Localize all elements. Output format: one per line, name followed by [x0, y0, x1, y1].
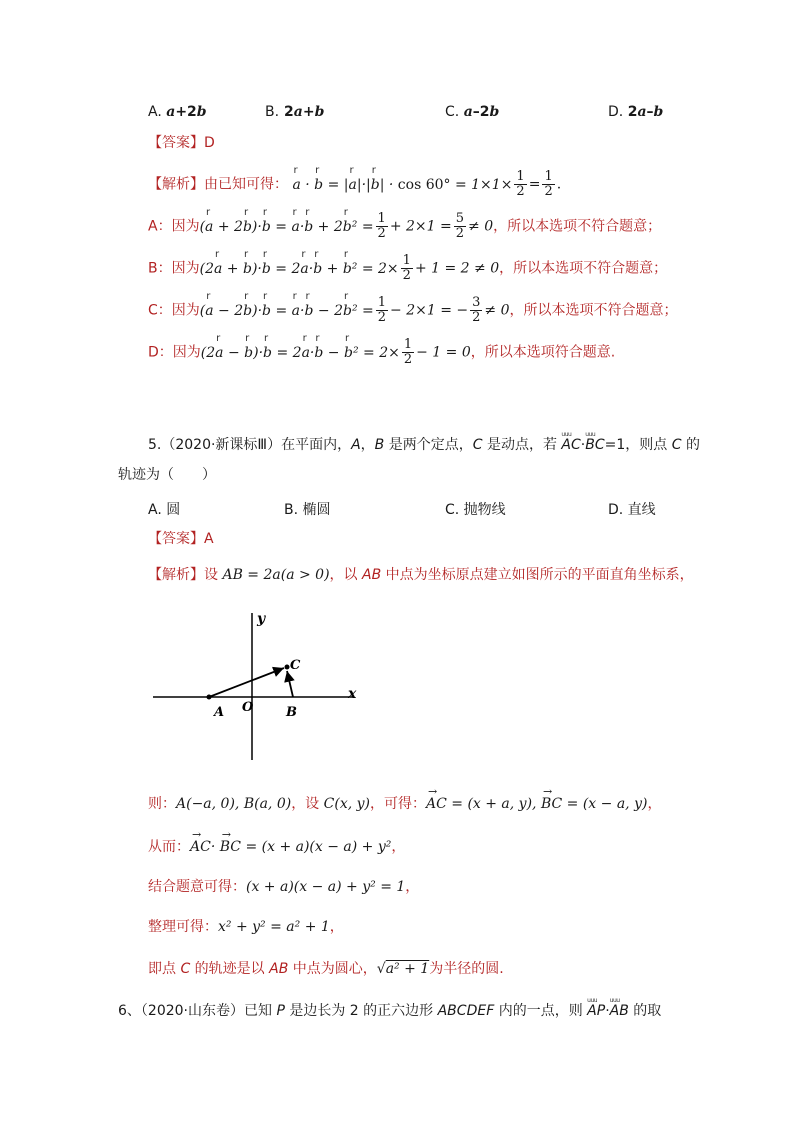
q4-line-d: D：因为(2r a − r b)·r b = 2r a·r b − r b² = 2× $\frac{1}{2}$ − 1 = 0，所以本选项符合题意.: [148, 338, 615, 367]
line-d-prefix: D：因为: [148, 344, 201, 361]
line-b-suffix: ，所以本选项不符合题意；: [499, 260, 668, 277]
point-a-label: A: [214, 705, 225, 720]
q5-answer: [148, 530, 214, 548]
q5-analysis-1: 【解析】设 AB = 2a(a > 0)，以 AB 中点为坐标原点建立如图所示的平面直角坐标系，: [148, 567, 694, 583]
q5-line-4: 整理可得：x² + y² = a² + 1，: [148, 919, 344, 935]
q5-option-b: B. 椭圆: [284, 502, 331, 518]
vector-ac: [209, 668, 284, 697]
answer-label: 【答案】: [148, 531, 204, 547]
vector-bc: [287, 671, 293, 697]
answer-value: D: [204, 135, 215, 151]
point-o-label: O: [242, 700, 254, 715]
q5-line-2: 从而：→ AC· → BC = (x + a)(x − a) + y²，: [148, 838, 405, 856]
q6-stem: 6、（2020·山东卷）已知 P 是边长为 2 的正六边形 ABCDEF 内的一点，则 uuu AP·uuu AB 的取: [118, 1002, 661, 1020]
analysis-intro-text: 由已知可得：: [204, 176, 288, 193]
q5-stem-line-2: 轨迹为（ ）: [118, 467, 216, 483]
q5-option-d: D. 直线: [608, 502, 656, 518]
q5-line-1: 则：A(−a, 0), B(a, 0)，设 C(x, y)，可得：→ AC = (x + a, y), → BC = (x − a, y)，: [148, 795, 661, 813]
q4-option-b: 2a+b B.: [265, 104, 325, 120]
q4-analysis-intro: 【解析】由已知可得： r a · r b = |r a|·|r b| · cos 60° = 1×1× $\frac{1}{2}$ = $\frac{1}{2}$ .: [148, 170, 561, 199]
line-a-prefix: A：因为: [148, 218, 200, 235]
line-c-suffix: ，所以本选项不符合题意；: [509, 302, 678, 319]
q4-option-d: D. 2a–b: [608, 104, 664, 120]
point-c-dot: [285, 665, 290, 670]
q4-answer: [148, 134, 215, 152]
y-axis-label: y: [257, 611, 266, 627]
q4-line-c: C：因为(r a − 2r b)·r b = r a·r b − 2r b² = $\frac{1}{2}$ − 2×1 = − $\frac{3}{2}$ ≠ 0，所以本选项不符合题意；: [148, 296, 678, 325]
answer-label: 【答案】: [148, 135, 204, 151]
q5-stem-line-1: 5.（2020·新课标Ⅲ）在平面内，A，B 是两个定点，C 是动点，若 uuu AC·uuu BC=1，则点 C 的: [148, 436, 700, 454]
q4-line-a: A：因为(r a + 2r b)·r b = r a·r b + 2r b² = $\frac{1}{2}$ + 2×1 = $\frac{5}{2}$ ≠ 0，所以本选项不符合题意；: [148, 212, 661, 241]
point-a-dot: [207, 695, 212, 700]
line-a-suffix: ，所以本选项不符合题意；: [493, 218, 662, 235]
line-b-prefix: B：因为: [148, 260, 200, 277]
q5-line-5: 即点 C 的轨迹是以 AB 中点为圆心，√a² + 1为半径的圆.: [148, 961, 504, 977]
analysis-label: 【解析】: [148, 176, 204, 193]
analysis-label: 【解析】: [148, 567, 204, 583]
point-c-label: C: [290, 658, 301, 673]
q5-option-c: C. 抛物线: [445, 502, 506, 518]
point-b-label: B: [286, 705, 297, 720]
coordinate-figure: [145, 605, 370, 765]
q5-line-3: 结合题意可得：(x + a)(x − a) + y² = 1，: [148, 879, 420, 895]
q4-option-c: C. a–2b: [445, 104, 500, 120]
line-d-suffix: ，所以本选项符合题意.: [470, 344, 616, 361]
answer-value: A: [204, 531, 214, 547]
q4-option-a: A. a+2b: [148, 104, 207, 120]
q5-option-a: A. 圆: [148, 502, 181, 518]
q4-line-b: B：因为(2r a + r b)·r b = 2r a·r b + r b² = 2× $\frac{1}{2}$ + 1 = 2 ≠ 0，所以本选项不符合题意；: [148, 254, 667, 283]
line-c-prefix: C：因为: [148, 302, 200, 319]
x-axis-label: x: [348, 686, 357, 702]
